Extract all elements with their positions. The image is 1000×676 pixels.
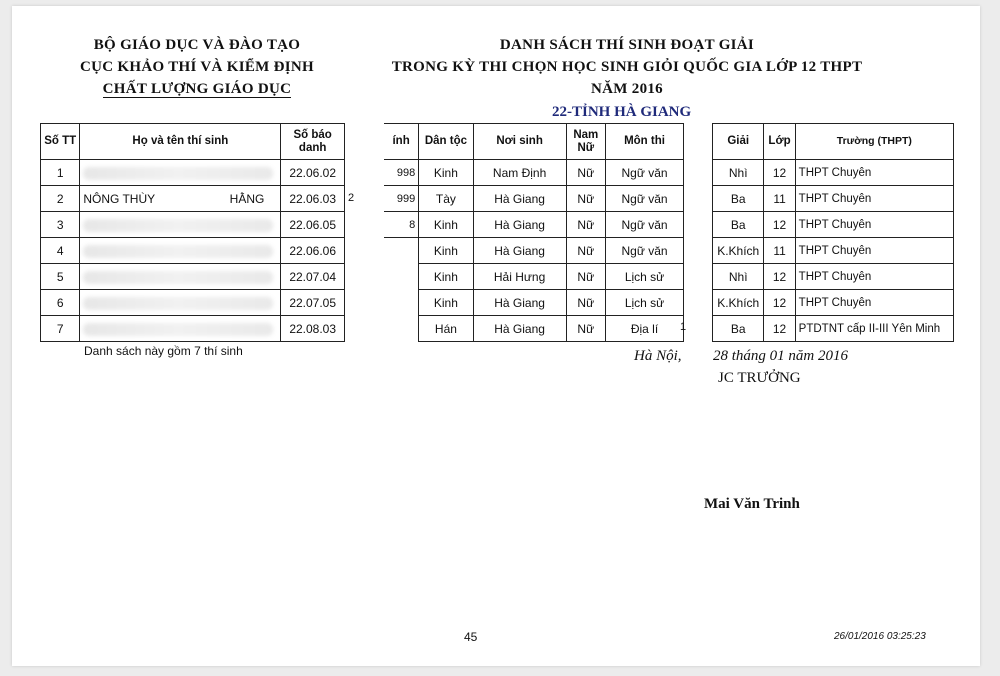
ministry-name: BỘ GIÁO DỤC VÀ ĐÀO TẠO [93, 37, 301, 53]
table-row [41, 290, 345, 316]
table-row [41, 264, 345, 290]
document-title: DANH SÁCH THÍ SINH ĐOẠT GIẢI [499, 37, 755, 53]
row-sbd: 22.07.04 [281, 264, 345, 290]
row-truong: THPT Chuyên [795, 238, 953, 264]
col-header-name: Họ và tên thí sinh [80, 124, 281, 160]
row-cut-fragment: 998 [384, 160, 419, 186]
fragment-mark-2: 2 [348, 192, 355, 204]
table-row [41, 238, 345, 264]
row-sbd: 22.06.06 [281, 238, 345, 264]
row-noisinh: Hà Giang [473, 238, 566, 264]
row-stt: 5 [41, 264, 80, 290]
table-row [713, 290, 954, 316]
table-row [384, 316, 684, 342]
row-noisinh: Hà Giang [473, 316, 566, 342]
row-monthi: Lịch sử [606, 290, 684, 316]
row-dantoc: Kinh [419, 212, 473, 238]
row-cut-fragment [384, 238, 419, 264]
row-dantoc: Kinh [419, 290, 473, 316]
row-noisinh: Hà Giang [473, 186, 566, 212]
signature-place: Hà Nội, [634, 348, 682, 364]
row-cut-fragment [384, 264, 419, 290]
row-dantoc: Hán [419, 316, 473, 342]
row-lop: 12 [764, 160, 795, 186]
table-row [384, 186, 684, 212]
col-header-gioitinh: Nam Nữ [566, 124, 606, 160]
department-name-2: CHẤT LƯỢNG GIÁO DỤC [102, 81, 292, 97]
department-name-1: CỤC KHẢO THÍ VÀ KIỂM ĐỊNH [79, 59, 315, 75]
table-row [713, 186, 954, 212]
table-row [713, 160, 954, 186]
row-stt: 2 [41, 186, 80, 212]
redacted-name [83, 245, 273, 258]
row-monthi: Lịch sử [606, 264, 684, 290]
row-gioitinh: Nữ [566, 238, 606, 264]
page-number: 45 [464, 630, 478, 644]
document-page [12, 6, 980, 666]
row-noisinh: Hải Hưng [473, 264, 566, 290]
row-giai: Ba [713, 212, 764, 238]
row-giai: K.Khích [713, 290, 764, 316]
row-stt: 1 [41, 160, 80, 186]
row-monthi: Ngữ văn [606, 212, 684, 238]
col-header-monthi: Môn thi [606, 124, 684, 160]
row-candidate-name [80, 238, 281, 264]
row-lop: 11 [764, 238, 795, 264]
row-lop: 11 [764, 186, 795, 212]
col-header-lop: Lớp [764, 124, 795, 160]
redacted-name [83, 297, 273, 310]
row-truong: THPT Chuyên [795, 186, 953, 212]
row-stt: 6 [41, 290, 80, 316]
signature-date: 28 tháng 01 năm 2016 [713, 348, 849, 364]
row-candidate-name [80, 264, 281, 290]
redacted-name [83, 271, 273, 284]
row-stt: 4 [41, 238, 80, 264]
row-truong: THPT Chuyên [795, 290, 953, 316]
row-cut-fragment [384, 290, 419, 316]
fragment-mark-7: 1 [680, 321, 687, 333]
row-gioitinh: Nữ [566, 316, 606, 342]
row-lop: 12 [764, 290, 795, 316]
row-stt: 7 [41, 316, 80, 342]
row-candidate-name [80, 290, 281, 316]
row-cut-fragment: 8 [384, 212, 419, 238]
candidate-name-table [40, 123, 345, 342]
row-giai: Nhì [713, 264, 764, 290]
row-monthi: Ngữ văn [606, 186, 684, 212]
exam-name: TRONG KỲ THI CHỌN HỌC SINH GIỎI QUỐC GIA LỚP 12 THPT [391, 59, 863, 75]
row-gioitinh: Nữ [566, 186, 606, 212]
signer-name: Mai Văn Trinh [704, 496, 800, 512]
row-sbd: 22.07.05 [281, 290, 345, 316]
row-dantoc: Kinh [419, 160, 473, 186]
row-noisinh: Nam Định [473, 160, 566, 186]
candidate-detail-table [384, 123, 687, 342]
award-table [712, 123, 954, 342]
col-header-sbd: Số báo danh [281, 124, 345, 160]
signer-title: JC TRƯỞNG [718, 370, 801, 386]
row-giai: Nhì [713, 160, 764, 186]
table-row [41, 212, 345, 238]
row-noisinh: Hà Giang [473, 212, 566, 238]
row-candidate-name [80, 186, 281, 212]
row-sbd: 22.06.02 [281, 160, 345, 186]
row-truong: PTDTNT cấp II-III Yên Minh [795, 316, 953, 342]
redacted-name [83, 323, 273, 336]
row-giai: K.Khích [713, 238, 764, 264]
print-timestamp: 26/01/2016 03:25:23 [834, 631, 926, 642]
row-dantoc: Kinh [419, 238, 473, 264]
row-sbd: 22.08.03 [281, 316, 345, 342]
table-row [41, 160, 345, 186]
row-truong: THPT Chuyên [795, 160, 953, 186]
row-lop: 12 [764, 316, 795, 342]
row-cut-fragment: 999 [384, 186, 419, 212]
table-row [384, 212, 684, 238]
table-row [41, 316, 345, 342]
redacted-name [83, 219, 273, 232]
row-gioitinh: Nữ [566, 212, 606, 238]
row-gioitinh: Nữ [566, 290, 606, 316]
table-row [713, 316, 954, 342]
row-candidate-name [80, 160, 281, 186]
row-lop: 12 [764, 264, 795, 290]
table-row [384, 264, 684, 290]
redacted-name [83, 167, 273, 180]
row-monthi: Ngữ văn [606, 160, 684, 186]
table-row [384, 238, 684, 264]
document-title-block [377, 34, 877, 100]
table-row [384, 160, 684, 186]
row-truong: THPT Chuyên [795, 264, 953, 290]
col-header-truong: Trường (THPT) [795, 124, 953, 160]
table-row [713, 212, 954, 238]
row-sbd: 22.06.03 [281, 186, 345, 212]
row-sbd: 22.06.05 [281, 212, 345, 238]
row-candidate-name [80, 212, 281, 238]
row-giai: Ba [713, 186, 764, 212]
row-cut-fragment [384, 316, 419, 342]
row-giai: Ba [713, 316, 764, 342]
col-header-dantoc: Dân tộc [419, 124, 473, 160]
col-header-stt: Số TT [41, 124, 80, 160]
row-gioitinh: Nữ [566, 160, 606, 186]
table-row [713, 238, 954, 264]
table-row [41, 186, 345, 212]
province-title: 22-TỈNH HÀ GIANG [552, 104, 692, 120]
row-dantoc: Tày [419, 186, 473, 212]
ministry-header [52, 34, 342, 100]
candidate-surname-end: HẰNG [229, 191, 265, 206]
signature-date-line [634, 348, 848, 365]
row-lop: 12 [764, 212, 795, 238]
row-stt: 3 [41, 212, 80, 238]
col-header-frag: ính [384, 124, 419, 160]
exam-year: NĂM 2016 [591, 81, 663, 97]
candidate-count-note: Danh sách này gồm 7 thí sinh [84, 344, 243, 358]
row-dantoc: Kinh [419, 264, 473, 290]
row-gioitinh: Nữ [566, 264, 606, 290]
row-truong: THPT Chuyên [795, 212, 953, 238]
row-candidate-name [80, 316, 281, 342]
row-noisinh: Hà Giang [473, 290, 566, 316]
table-row [713, 264, 954, 290]
table-row [384, 290, 684, 316]
candidate-given-name: NÔNG THÙY [83, 191, 156, 206]
col-header-noisinh: Nơi sinh [473, 124, 566, 160]
row-monthi: Địa lí [606, 316, 684, 342]
row-monthi: Ngữ văn [606, 238, 684, 264]
col-header-giai: Giải [713, 124, 764, 160]
